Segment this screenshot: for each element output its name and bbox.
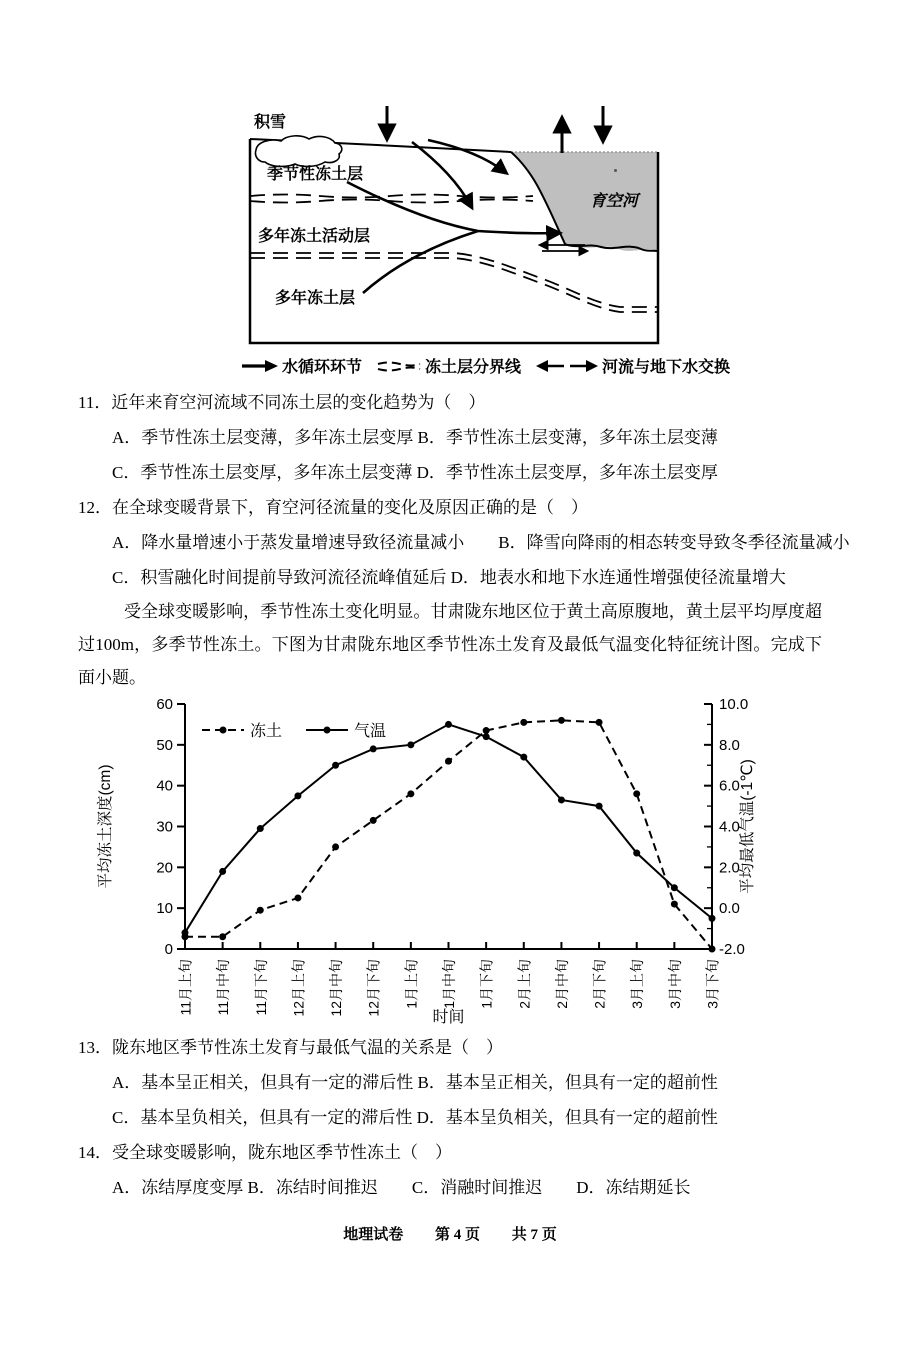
solid-arrow-icon: [241, 359, 279, 373]
legend-label: 河流与地下水交换: [602, 359, 731, 376]
question-stem-text: 在全球变暖背景下，育空河径流量的变化及原因正确的是（ ）: [112, 498, 588, 517]
left-tick-label: 10: [156, 900, 173, 918]
x-axis-title: 时间: [432, 1009, 465, 1026]
x-tick-label: 11月中旬: [215, 959, 232, 1016]
right-tick-label: 2.0: [719, 859, 740, 877]
x-tick-label: 12月中旬: [328, 959, 345, 1017]
right-tick-label: -2.0: [719, 941, 745, 958]
right-tick-label: 10.0: [719, 696, 749, 713]
data-point: [294, 894, 301, 901]
data-point: [483, 733, 490, 740]
permafrost-layer-label: 多年冻土层: [275, 290, 356, 307]
data-point: [558, 796, 565, 803]
footer-doc-title: 地理试卷: [343, 1227, 404, 1243]
question-13: [78, 1030, 822, 1135]
x-tick-label: 12月下旬: [365, 959, 382, 1017]
x-tick-label: 3月下旬: [704, 959, 721, 1009]
series-frozen-soil-line: [185, 720, 712, 949]
right-tick-label: 6.0: [719, 777, 740, 795]
data-point: [483, 727, 490, 734]
data-point: [407, 790, 414, 797]
snow-label: 积雪: [254, 114, 287, 131]
data-point: [370, 817, 377, 824]
x-tick-label: 11月下旬: [252, 959, 269, 1016]
diagram-legend: [241, 354, 731, 377]
data-point: [407, 741, 414, 748]
x-tick-label: 1月下旬: [478, 959, 495, 1009]
data-point: [257, 825, 264, 832]
right-tick-label: 0.0: [719, 900, 740, 918]
series-temperature-line: [185, 724, 712, 932]
question-option-line: A．季节性冻土层变薄，多年冻土层变厚 B．季节性冻土层变薄，多年冻土层变薄: [112, 428, 718, 447]
question-14: [78, 1135, 822, 1205]
left-tick-label: 50: [156, 736, 173, 754]
data-point: [596, 719, 603, 726]
question-12: [78, 490, 850, 595]
permafrost-diagram-svg: [243, 93, 663, 345]
chart-legend-label: 气温: [354, 723, 387, 740]
data-point: [219, 933, 226, 940]
legend-item-boundary-line: [376, 354, 521, 377]
x-tick-label: 12月上旬: [290, 959, 307, 1017]
left-tick-label: 20: [156, 859, 173, 877]
data-point: [671, 901, 678, 908]
data-point: [709, 915, 716, 922]
chart-svg: [90, 694, 780, 1030]
data-point: [558, 717, 565, 724]
question-stem-text: 受全球变暖影响，陇东地区季节性冻土（ ）: [112, 1143, 452, 1162]
left-tick-label: 60: [156, 696, 173, 713]
chart-legend-marker: [324, 727, 331, 734]
left-axis-title: 平均冻土深度(cm): [97, 764, 114, 889]
data-point: [445, 721, 452, 728]
data-point: [445, 758, 452, 765]
legend-label: 冻土层分界线: [425, 359, 522, 376]
question-stem: [78, 490, 822, 525]
data-point: [182, 929, 189, 936]
x-tick-label: 2月中旬: [553, 959, 570, 1009]
permafrost-diagram: [243, 93, 663, 350]
question-stem: [78, 385, 822, 420]
double-dashed-line-icon: [376, 359, 422, 373]
double-headed-arrow-icon: [535, 359, 599, 373]
material-intro-paragraph: 受全球变暖影响，季节性冻土变化明显。甘肃陇东地区位于黄土高原腹地，黄土层平均厚度超过100m，多季节性冻土。下图为甘肃陇东地区季节性冻土发育及最低气温变化特征统计图。完成下面小题。: [78, 602, 822, 687]
data-point: [332, 762, 339, 769]
x-tick-label: 3月中旬: [666, 959, 683, 1009]
data-point: [332, 843, 339, 850]
frozen-soil-temperature-chart: [90, 694, 900, 1030]
river-label: 育空河: [590, 193, 639, 210]
left-tick-label: 0: [164, 941, 173, 958]
x-tick-label: 11月上旬: [177, 959, 194, 1016]
question-11: [78, 385, 822, 490]
question-number: 13．: [78, 1038, 112, 1057]
question-stem: [78, 1135, 822, 1170]
page-footer: [0, 1223, 900, 1244]
data-point: [633, 790, 640, 797]
x-tick-label: 2月上旬: [516, 959, 533, 1009]
question-stem-text: 陇东地区季节性冻土发育与最低气温的关系是（ ）: [112, 1038, 503, 1057]
x-tick-label: 1月中旬: [441, 959, 457, 1009]
x-tick-label: 3月上旬: [629, 959, 646, 1009]
data-point: [520, 754, 527, 761]
data-point: [520, 719, 527, 726]
question-option-line: A．降水量增速小于蒸发量增速导致径流量减小 B．降雪向降雨的相态转变导致冬季径流量减小: [112, 533, 850, 552]
footer-total-pages: 共 7 页: [511, 1227, 557, 1243]
data-point: [671, 884, 678, 891]
data-point: [219, 868, 226, 875]
right-axis-title: 平均最低气温(-1℃): [739, 759, 756, 894]
seasonal-layer-boundary-line: [250, 195, 533, 198]
chart-legend-label: 冻土: [250, 723, 283, 740]
x-tick-label: 1月上旬: [403, 959, 420, 1009]
right-tick-label: 4.0: [719, 818, 740, 836]
legend-item-exchange: [535, 354, 730, 377]
subsurface-flow-arrow: [347, 182, 558, 233]
legend-label: 水循环环节: [282, 359, 363, 376]
data-point: [370, 745, 377, 752]
left-tick-label: 30: [156, 818, 173, 836]
question-stem-text: 近年来育空河流域不同冻土层的变化趋势为（ ）: [111, 393, 486, 412]
deep-groundwater-flow-line: [363, 231, 478, 293]
question-option-line: C．季节性冻土层变厚，多年冻土层变薄 D．季节性冻土层变厚，多年冻土层变厚: [112, 463, 718, 482]
snow-patch-shape: [255, 136, 341, 167]
question-option-line: C．基本呈负相关，但具有一定的滞后性 D．基本呈负相关，但具有一定的超前性: [112, 1108, 718, 1127]
data-point: [633, 850, 640, 857]
right-tick-label: 8.0: [719, 736, 740, 754]
question-number: 11．: [78, 393, 112, 412]
chart-legend-marker: [220, 727, 227, 734]
question-number: 12．: [78, 498, 112, 517]
stray-print-mark: [614, 169, 617, 172]
data-point: [257, 907, 264, 914]
data-point: [709, 946, 716, 953]
left-tick-label: 40: [156, 777, 173, 795]
question-option-line: A．冻结厚度变厚 B．冻结时间推迟 C．消融时间推迟 D．冻结期延长: [112, 1178, 691, 1197]
data-point: [596, 803, 603, 810]
seasonal-layer-label: 季节性冻土层: [267, 166, 364, 183]
legend-item-water-cycle: [241, 354, 362, 377]
question-number: 14．: [78, 1143, 112, 1162]
question-option-line: A．基本呈正相关，但具有一定的滞后性 B．基本呈正相关，但具有一定的超前性: [112, 1073, 718, 1092]
x-tick-label: 2月下旬: [591, 959, 608, 1009]
active-layer-label: 多年冻土活动层: [258, 228, 371, 245]
footer-page-number: 第 4 页: [434, 1227, 480, 1243]
data-point: [294, 792, 301, 799]
question-option-line: C．积雪融化时间提前导致河流径流峰值延后 D．地表水和地下水连通性增强使径流量增大: [112, 568, 786, 587]
question-stem: [78, 1030, 822, 1065]
